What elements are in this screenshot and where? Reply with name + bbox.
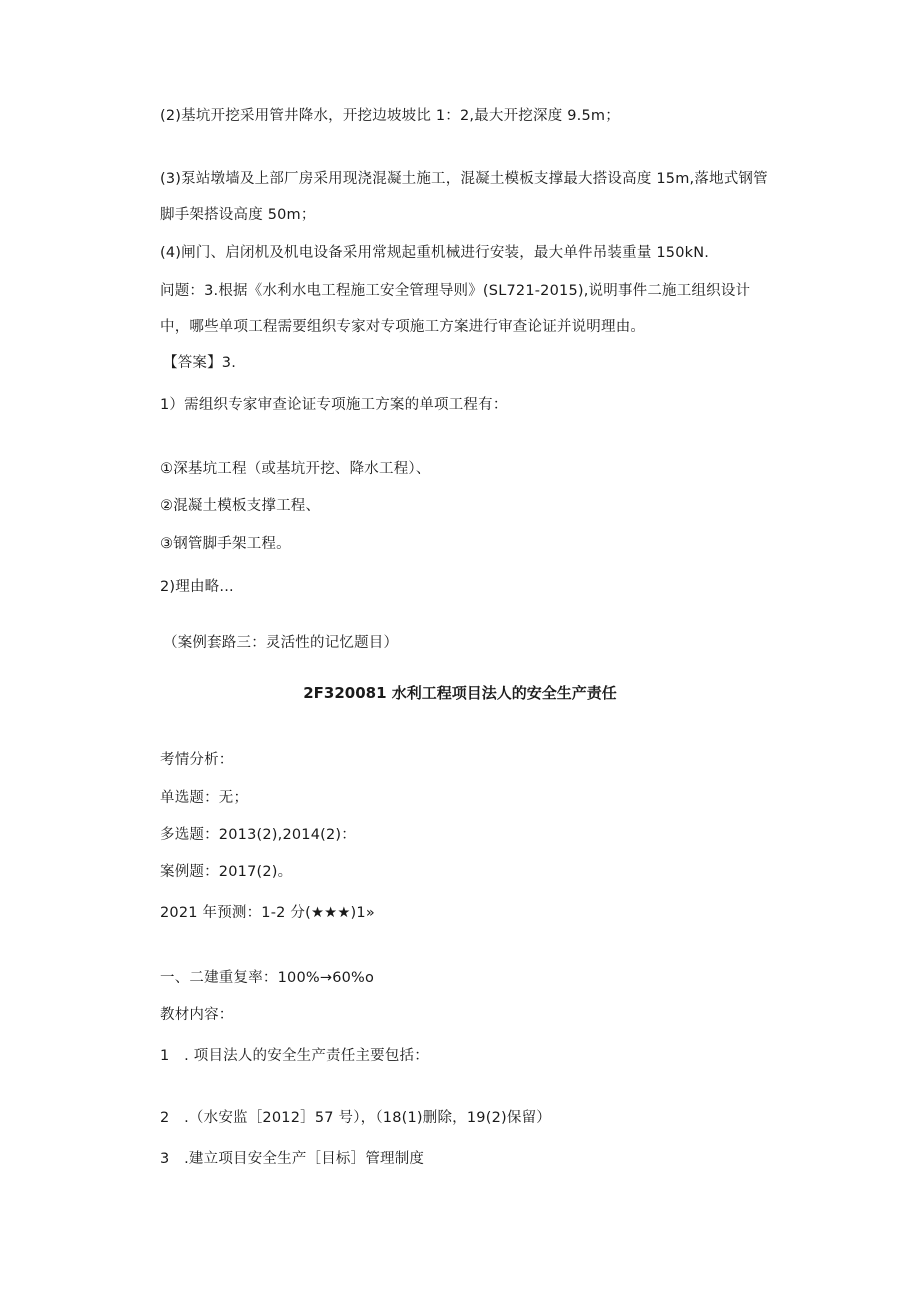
text-line-23: 3 .建立项目安全生产［目标］管理制度	[160, 1151, 425, 1167]
text-line-4: (4)闸门、启闭机及机电设备采用常规起重机械进行安装，最大单件吊装重量 150kN.	[160, 245, 710, 261]
text-line-18: 2021 年预测：1-2 分(★★★)1»	[160, 905, 375, 921]
section-heading: 2F320081 水利工程项目法人的安全生产责任	[303, 684, 617, 702]
text-line-13: （案例套路三：灵活性的记忆题目）	[163, 635, 399, 651]
text-line-14: 考情分析：	[160, 752, 234, 768]
text-line-21: 1 . 项目法人的安全生产责任主要包括：	[160, 1048, 429, 1064]
text-line-1: (2)基坑开挖采用管井降水，开挖边坡坡比 1：2,最大开挖深度 9.5m；	[160, 108, 620, 124]
text-line-19: 一、二建重复率：100%→60%o	[160, 970, 375, 986]
text-line-15: 单选题：无；	[160, 790, 249, 806]
text-line-9: ①深基坑工程（或基坑开挖、降水工程）、	[160, 461, 431, 477]
text-line-16: 多选题：2013(2),2014(2)：	[160, 827, 356, 843]
text-line-17: 案例题：2017(2)。	[160, 864, 293, 880]
text-line-10: ②混凝土模板支撑工程、	[160, 498, 321, 514]
text-line-22: 2 .（水安监［2012］57 号），（18(1)删除，19(2)保留）	[160, 1110, 551, 1126]
text-line-5: 问题：3.根据《水利水电工程施工安全管理导则》(SL721-2015),说明事件二施工组织设计	[160, 283, 751, 299]
text-line-3: 脚手架搭设高度 50m；	[160, 207, 316, 223]
text-line-2: (3)泵站墩墙及上部厂房采用现浇混凝土施工，混凝土模板支撑最大搭设高度 15m,落地式钢管	[160, 171, 768, 187]
text-line-7: 【答案】3.	[163, 355, 237, 371]
text-line-6: 中，哪些单项工程需要组织专家对专项施工方案进行审查论证并说明理由。	[160, 319, 646, 335]
text-line-8: 1）需组织专家审查论证专项施工方案的单项工程有：	[160, 397, 508, 413]
text-line-11: ③钢管脚手架工程。	[160, 536, 291, 552]
text-line-20: 教材内容：	[160, 1007, 234, 1023]
text-line-12: 2)理由略...	[160, 579, 234, 595]
